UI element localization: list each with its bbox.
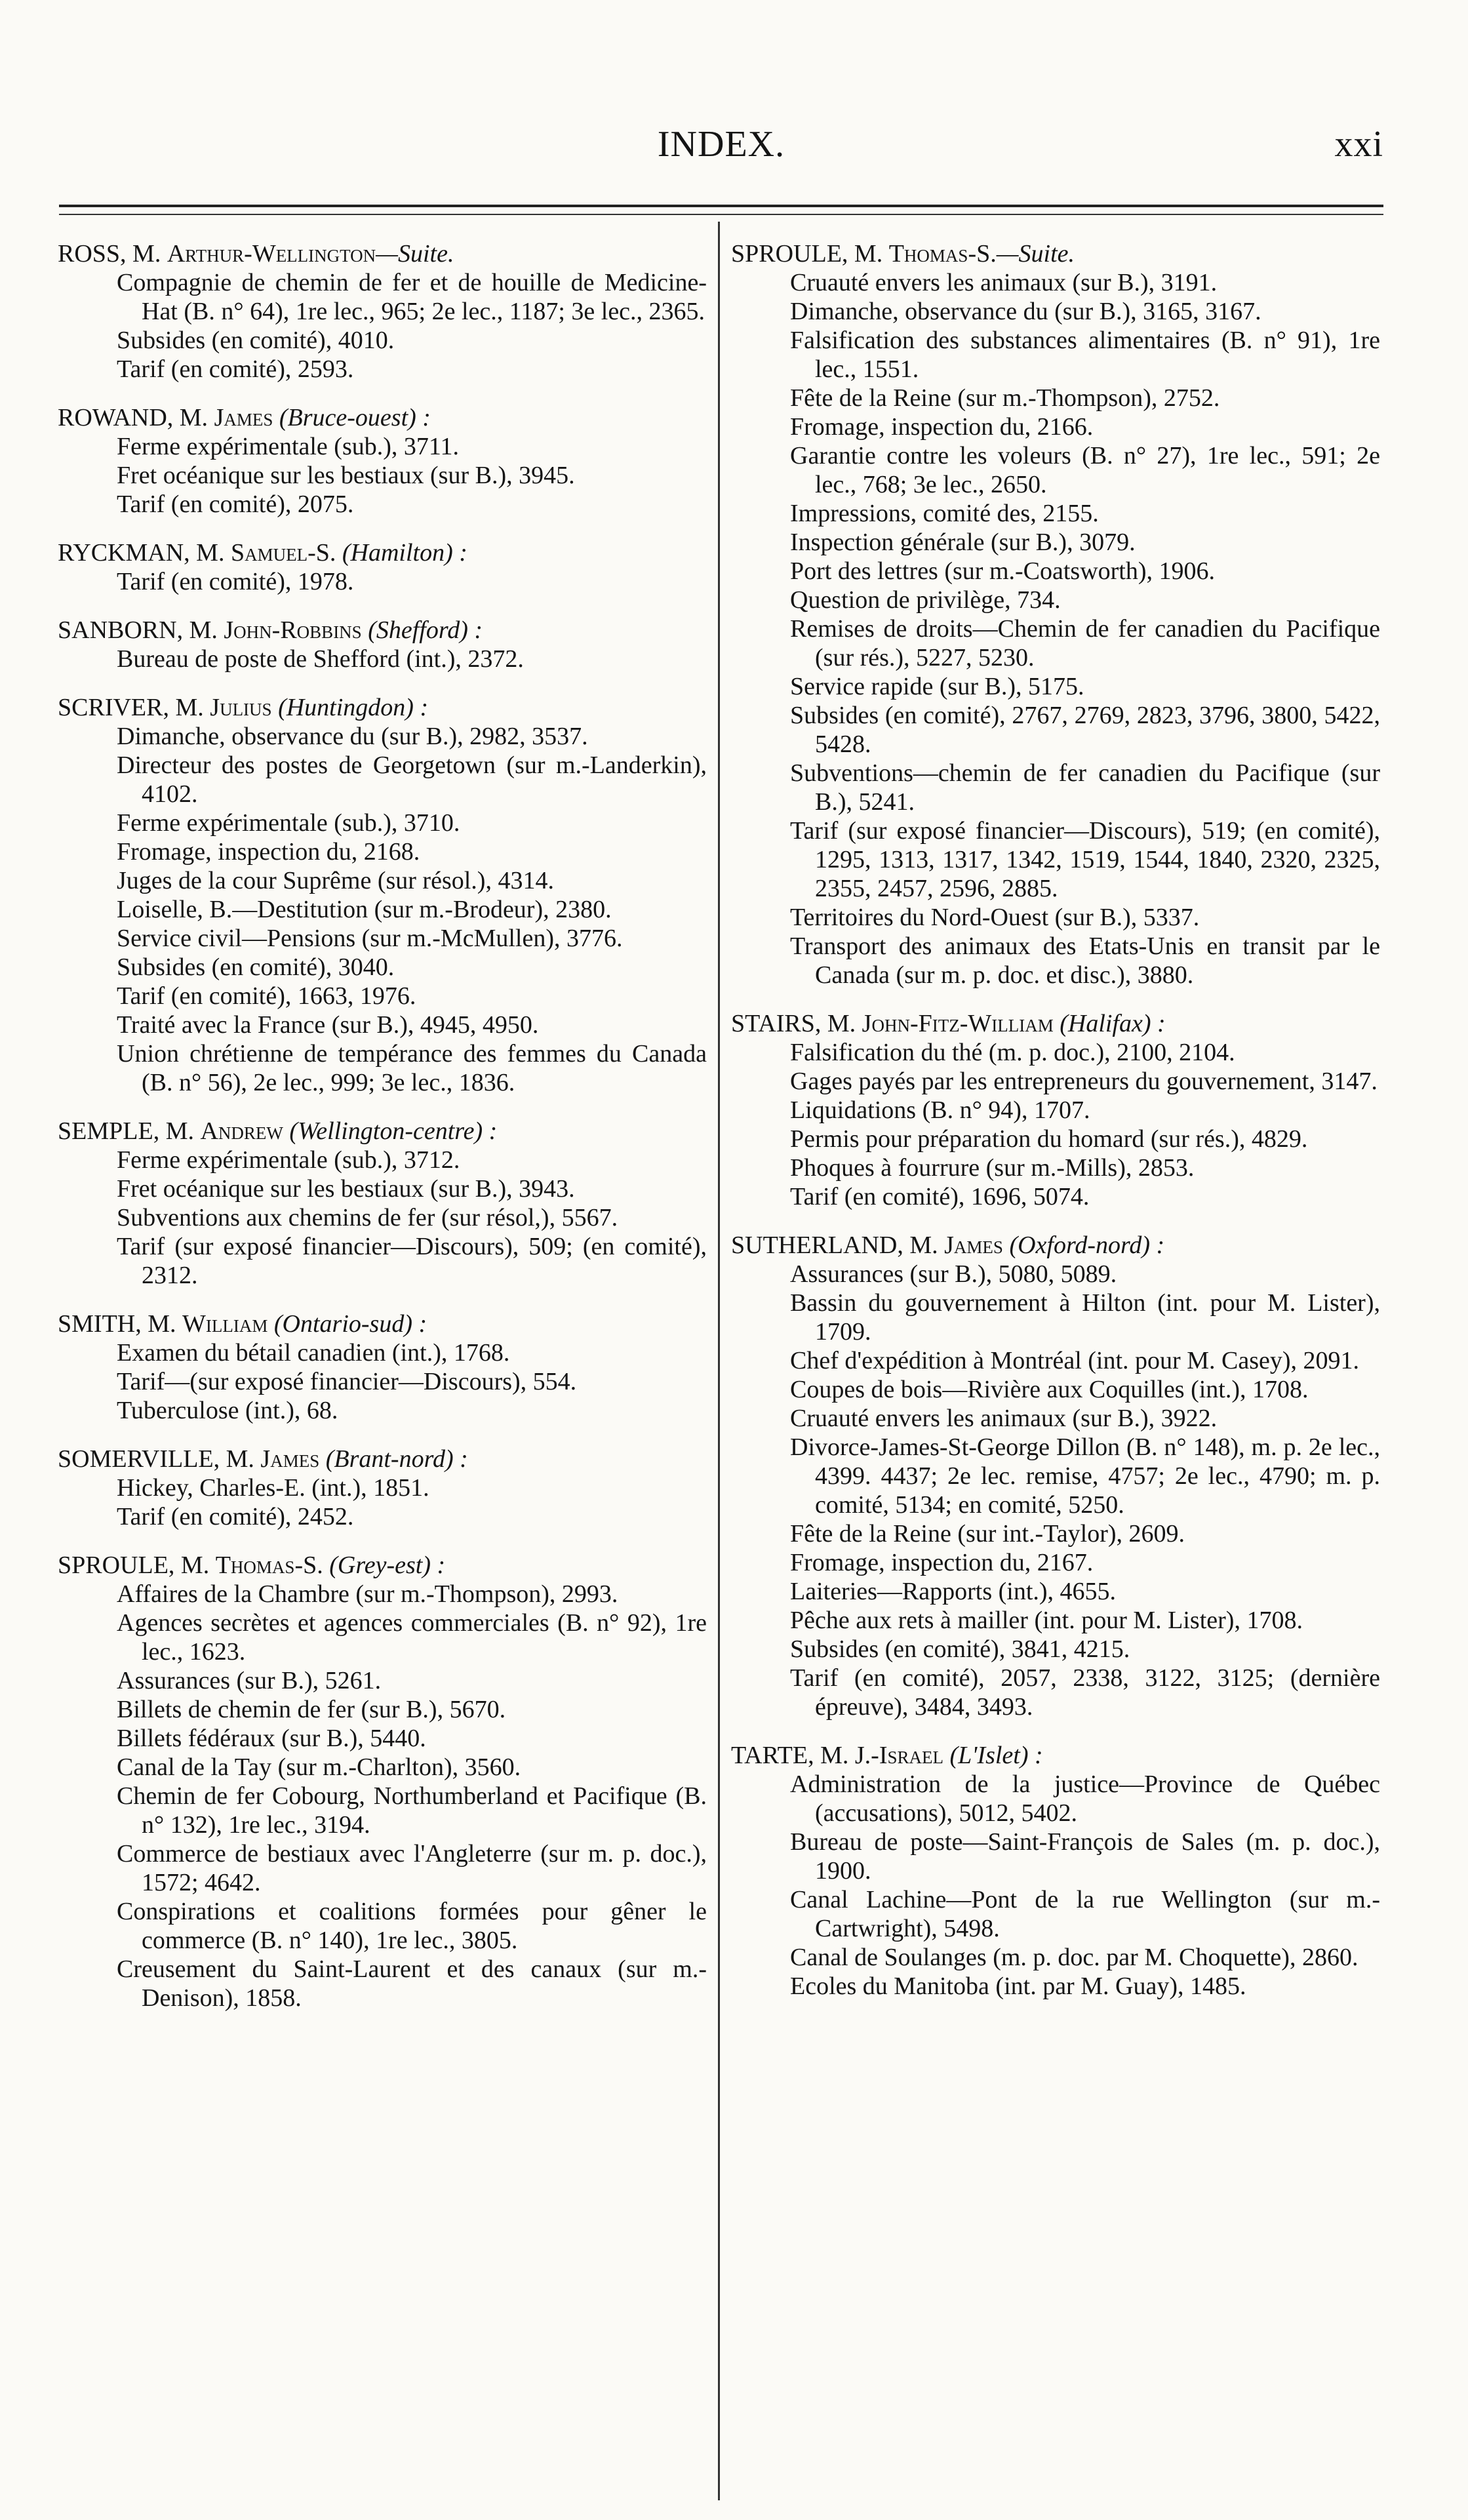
entry-subitem: Hickey, Charles-E. (int.), 1851. — [117, 1474, 429, 1502]
index-entry — [58, 239, 707, 384]
entry-heading — [731, 1741, 1380, 1770]
page-header — [59, 123, 1383, 176]
entry-subitem: Service civil—Pensions (sur m.-McMullen), 3776. — [117, 925, 623, 952]
index-entry — [58, 1310, 707, 1425]
entry-subitem: Ferme expérimentale (sub.), 3712. — [117, 1146, 460, 1174]
entry-subitem: Canal Lachine—Pont de la rue Wellington (sur m.-Cartwright), 5498. — [790, 1886, 1380, 1942]
entry-surname: SPROULE, M. — [58, 1551, 216, 1579]
entry-subitem: Agences secrètes et agences commerciales (B. n° 92), 1re lec., 1623. — [117, 1609, 707, 1666]
entry-subitem: Ecoles du Manitoba (int. par M. Guay), 1485. — [790, 1972, 1246, 2000]
page-title: INDEX. — [657, 124, 785, 165]
entry-paren-close: ) : — [405, 694, 429, 721]
entry-subitem: Subventions aux chemins de fer (sur résol,), 5567. — [117, 1204, 618, 1231]
entry-suffix: —Suite. — [996, 240, 1075, 268]
entry-surname: STAIRS, M. — [731, 1010, 862, 1037]
index-entry — [58, 403, 707, 519]
entry-first-name: Samuel-S. — [230, 539, 336, 567]
entry-subitem: Laiteries—Rapports (int.), 4655. — [790, 1578, 1117, 1605]
entry-paren-open: ( — [336, 539, 351, 567]
entry-paren-open: ( — [361, 616, 376, 644]
entry-first-name: William — [182, 1310, 268, 1338]
entry-subitem: Fromage, inspection du, 2167. — [790, 1549, 1094, 1576]
entry-heading — [731, 1231, 1380, 1260]
entry-subitem: Remises de droits—Chemin de fer canadien du Pacifique (sur rés.), 5227, 5230. — [790, 615, 1380, 671]
entry-paren-close: ) : — [422, 1551, 446, 1579]
entry-first-name: Julius — [210, 694, 272, 721]
column-divider — [718, 222, 720, 2500]
entry-first-name: James — [260, 1445, 320, 1473]
entry-first-name: John-Robbins — [224, 616, 362, 644]
entry-heading — [58, 239, 707, 268]
entry-paren-close: ) : — [460, 616, 483, 644]
entry-subitem: Cruauté envers les animaux (sur B.), 3922. — [790, 1405, 1218, 1432]
entry-paren-open: ( — [273, 404, 288, 431]
entry-subitem: Dimanche, observance du (sur B.), 2982, 3537. — [117, 723, 588, 750]
entry-surname: SOMERVILLE, M. — [58, 1445, 261, 1473]
entry-riding: Grey-est — [337, 1551, 423, 1579]
entry-surname: RYCKMAN, M. — [58, 539, 231, 567]
entry-riding: Hamilton — [350, 539, 445, 567]
entry-subitem: Gages payés par les entrepreneurs du gouvernement, 3147. — [790, 1068, 1378, 1095]
entry-first-name: Arthur-Wellington — [167, 240, 376, 268]
entry-subitem: Billets de chemin de fer (sur B.), 5670. — [117, 1696, 506, 1723]
entry-subitem: Coupes de bois—Rivière aux Coquilles (int.), 1708. — [790, 1376, 1309, 1403]
entry-subitem: Impressions, comité des, 2155. — [790, 500, 1099, 527]
entry-surname: SANBORN, M. — [58, 616, 224, 644]
entry-subitem: Fret océanique sur les bestiaux (sur B.), 3945. — [117, 462, 575, 489]
entry-subitem: Administration de la justice—Province de Québec (accusations), 5012, 5402. — [790, 1770, 1380, 1827]
entry-subitem: Tarif (en comité), 2452. — [117, 1503, 354, 1530]
entry-paren-open: ( — [323, 1551, 338, 1579]
entry-subitem: Union chrétienne de tempérance des femmes du Canada (B. n° 56), 2e lec., 999; 3e lec., 1836. — [117, 1040, 707, 1096]
entry-subitem: Tarif (en comité), 1978. — [117, 568, 354, 595]
entry-subitem: Pêche aux rets à mailler (int. pour M. Lister), 1708. — [790, 1607, 1303, 1634]
entry-subitem: Billets fédéraux (sur B.), 5440. — [117, 1725, 426, 1752]
entry-subitem: Tuberculose (int.), 68. — [117, 1397, 338, 1424]
entry-subitem: Examen du bétail canadien (int.), 1768. — [117, 1339, 510, 1367]
entry-subitem: Assurances (sur B.), 5080, 5089. — [790, 1260, 1117, 1288]
entry-subitem: Subsides (en comité), 2767, 2769, 2823, 3796, 3800, 5422, 5428. — [790, 702, 1380, 758]
header-rule — [59, 205, 1383, 215]
entry-subitem: Cruauté envers les animaux (sur B.), 3191. — [790, 269, 1218, 296]
entry-riding: Huntingdon — [286, 694, 406, 721]
entry-surname: TARTE, M. — [731, 1742, 855, 1769]
entry-riding: L'Islet — [958, 1742, 1020, 1769]
entry-heading — [58, 693, 707, 722]
entry-subitem: Falsification du thé (m. p. doc.), 2100, 2104. — [790, 1039, 1235, 1066]
index-entry — [58, 693, 707, 1097]
entry-first-name: Thomas-S. — [215, 1551, 323, 1579]
index-entry — [731, 1741, 1380, 2001]
index-entry — [58, 538, 707, 596]
entry-subitem: Question de privilège, 734. — [790, 586, 1061, 614]
entry-subitem: Tarif (en comité), 2057, 2338, 3122, 3125; (dernière épreuve), 3484, 3493. — [790, 1664, 1380, 1721]
entry-subitem: Dimanche, observance du (sur B.), 3165, 3167. — [790, 298, 1261, 325]
entry-subitem: Port des lettres (sur m.-Coatsworth), 1906. — [790, 557, 1216, 585]
entry-paren-close: ) : — [474, 1117, 498, 1145]
entry-subitem: Canal de Soulanges (m. p. doc. par M. Choquette), 2860. — [790, 1944, 1359, 1971]
entry-surname: ROSS, M. — [58, 240, 167, 268]
entry-subitem: Fromage, inspection du, 2166. — [790, 413, 1094, 441]
entry-subitem: Inspection générale (sur B.), 3079. — [790, 529, 1136, 556]
entry-heading — [58, 1310, 707, 1338]
index-entry — [731, 1009, 1380, 1211]
entry-heading — [58, 1445, 707, 1473]
entry-riding: Bruce-ouest — [287, 404, 408, 431]
entry-heading — [731, 1009, 1380, 1038]
entry-surname: SPROULE, M. — [731, 240, 889, 268]
entry-paren-open: ( — [1002, 1231, 1018, 1259]
entry-suffix: —Suite. — [376, 240, 454, 268]
entry-subitem: Chef d'expédition à Montréal (int. pour M. Casey), 2091. — [790, 1347, 1360, 1374]
entry-subitem: Phoques à fourrure (sur m.-Mills), 2853. — [790, 1154, 1195, 1182]
entry-subitem: Subventions—chemin de fer canadien du Pacifique (sur B.), 5241. — [790, 759, 1380, 816]
page-number: xxi — [1334, 124, 1383, 165]
entry-subitem: Tarif (en comité), 2593. — [117, 355, 354, 383]
entry-subitem: Fête de la Reine (sur m.-Thompson), 2752. — [790, 384, 1220, 412]
entry-heading — [58, 538, 707, 567]
entry-first-name: Andrew — [200, 1117, 283, 1145]
entry-subitem: Traité avec la France (sur B.), 4945, 4950. — [117, 1011, 539, 1039]
entry-surname: SMITH, M. — [58, 1310, 183, 1338]
header-rule-thin — [59, 214, 1383, 215]
index-entry — [731, 239, 1380, 990]
left-column — [58, 239, 707, 2032]
entry-paren-open: ( — [319, 1445, 334, 1473]
entry-subitem: Garantie contre les voleurs (B. n° 27), 1re lec., 591; 2e lec., 768; 3e lec., 2650. — [790, 442, 1380, 498]
index-entry — [58, 1551, 707, 2012]
entry-surname: SEMPLE, M. — [58, 1117, 201, 1145]
entry-surname: SCRIVER, M. — [58, 694, 210, 721]
entry-heading — [58, 1551, 707, 1580]
index-entry — [58, 616, 707, 673]
entry-subitem: Bureau de poste de Shefford (int.), 2372. — [117, 645, 524, 673]
entry-paren-close: ) : — [1141, 1231, 1165, 1259]
entry-paren-close: ) : — [1142, 1010, 1166, 1037]
entry-paren-close: ) : — [445, 1445, 468, 1473]
entry-subitem: Conspirations et coalitions formées pour gêner le commerce (B. n° 140), 1re lec., 3805. — [117, 1898, 707, 1954]
entry-riding: Brant-nord — [334, 1445, 445, 1473]
entry-heading — [731, 239, 1380, 268]
entry-subitem: Tarif (en comité), 1696, 5074. — [790, 1183, 1090, 1210]
entry-subitem: Creusement du Saint-Laurent et des canaux (sur m.-Denison), 1858. — [117, 1955, 707, 2012]
entry-paren-close: ) : — [404, 1310, 427, 1338]
entry-heading — [58, 1117, 707, 1146]
index-entry — [58, 1117, 707, 1290]
entry-subitem: Tarif (en comité), 1663, 1976. — [117, 982, 416, 1010]
entry-first-name: James — [214, 404, 273, 431]
entry-paren-open: ( — [943, 1742, 959, 1769]
entry-first-name: J.-Israel — [854, 1742, 943, 1769]
entry-riding: Shefford — [376, 616, 460, 644]
entry-first-name: James — [944, 1231, 1003, 1259]
entry-riding: Oxford-nord — [1018, 1231, 1142, 1259]
entry-heading — [58, 616, 707, 645]
entry-subitem: Canal de la Tay (sur m.-Charlton), 3560. — [117, 1753, 521, 1781]
entry-subitem: Fête de la Reine (sur int.-Taylor), 2609. — [790, 1520, 1185, 1548]
entry-subitem: Bureau de poste—Saint-François de Sales (m. p. doc.), 1900. — [790, 1828, 1380, 1885]
entry-subitem: Compagnie de chemin de fer et de houille de Medicine-Hat (B. n° 64), 1re lec., 965; 2e lec., 1187; 3e lec., 2365. — [117, 269, 707, 325]
entry-subitem: Liquidations (B. n° 94), 1707. — [790, 1096, 1090, 1124]
entry-paren-close: ) : — [445, 539, 467, 567]
entry-subitem: Fromage, inspection du, 2168. — [117, 838, 420, 866]
index-entry — [58, 1445, 707, 1531]
entry-surname: SUTHERLAND, M. — [731, 1231, 945, 1259]
entry-subitem: Subsides (en comité), 3841, 4215. — [790, 1635, 1130, 1663]
entry-subitem: Service rapide (sur B.), 5175. — [790, 673, 1084, 700]
index-entry — [731, 1231, 1380, 1721]
entry-subitem: Subsides (en comité), 3040. — [117, 953, 395, 981]
entry-subitem: Tarif (sur exposé financier—Discours), 509; (en comité), 2312. — [117, 1233, 707, 1289]
entry-paren-open: ( — [271, 694, 287, 721]
entry-first-name: Thomas-S. — [888, 240, 997, 268]
header-rule-thick — [59, 205, 1383, 207]
entry-riding: Ontario-sud — [282, 1310, 405, 1338]
entry-paren-open: ( — [283, 1117, 298, 1145]
entry-subitem: Territoires du Nord-Ouest (sur B.), 5337. — [790, 904, 1200, 931]
entry-paren-close: ) : — [408, 404, 431, 431]
entry-first-name: John-Fitz-William — [862, 1010, 1054, 1037]
entry-surname: ROWAND, M. — [58, 404, 214, 431]
entry-subitem: Ferme expérimentale (sub.), 3711. — [117, 433, 459, 460]
entry-subitem: Tarif (sur exposé financier—Discours), 519; (en comité), 1295, 1313, 1317, 1342, 1519, 1544, 1840, 2320, 2325, 2355, 2457, 2596, 2885. — [790, 817, 1380, 902]
entry-subitem: Permis pour préparation du homard (sur rés.), 4829. — [790, 1125, 1308, 1153]
entry-heading — [58, 403, 707, 432]
entry-riding: Halifax — [1067, 1010, 1143, 1037]
entry-subitem: Divorce-James-St-George Dillon (B. n° 148), m. p. 2e lec., 4399. 4437; 2e lec. remise, 4757; 2e lec., 4790; m. p. comité, 5134; en comité, 5250. — [790, 1433, 1380, 1519]
entry-subitem: Chemin de fer Cobourg, Northumberland et Pacifique (B. n° 132), 1re lec., 3194. — [117, 1782, 707, 1839]
entry-paren-open: ( — [1053, 1010, 1068, 1037]
entry-subitem: Fret océanique sur les bestiaux (sur B.), 3943. — [117, 1175, 575, 1203]
entry-paren-open: ( — [268, 1310, 283, 1338]
entry-riding: Wellington-centre — [298, 1117, 475, 1145]
entry-subitem: Affaires de la Chambre (sur m.-Thompson), 2993. — [117, 1580, 618, 1608]
entry-paren-close: ) : — [1020, 1742, 1043, 1769]
entry-subitem: Commerce de bestiaux avec l'Angleterre (sur m. p. doc.), 1572; 4642. — [117, 1840, 707, 1896]
entry-subitem: Bassin du gouvernement à Hilton (int. pour M. Lister), 1709. — [790, 1289, 1380, 1346]
entry-subitem: Subsides (en comité), 4010. — [117, 327, 395, 354]
entry-subitem: Tarif—(sur exposé financier—Discours), 554. — [117, 1368, 577, 1395]
entry-subitem: Transport des animaux des Etats-Unis en transit par le Canada (sur m. p. doc. et disc.), 3880. — [790, 932, 1380, 989]
entry-subitem: Juges de la cour Suprême (sur résol.), 4314. — [117, 867, 554, 894]
entry-subitem: Directeur des postes de Georgetown (sur m.-Landerkin), 4102. — [117, 751, 707, 808]
right-column — [731, 239, 1380, 2020]
entry-subitem: Ferme expérimentale (sub.), 3710. — [117, 809, 460, 837]
entry-subitem: Loiselle, B.—Destitution (sur m.-Brodeur), 2380. — [117, 896, 612, 923]
entry-subitem: Assurances (sur B.), 5261. — [117, 1667, 382, 1694]
entry-subitem: Tarif (en comité), 2075. — [117, 490, 354, 518]
entry-subitem: Falsification des substances alimentaires (B. n° 91), 1re lec., 1551. — [790, 327, 1380, 383]
